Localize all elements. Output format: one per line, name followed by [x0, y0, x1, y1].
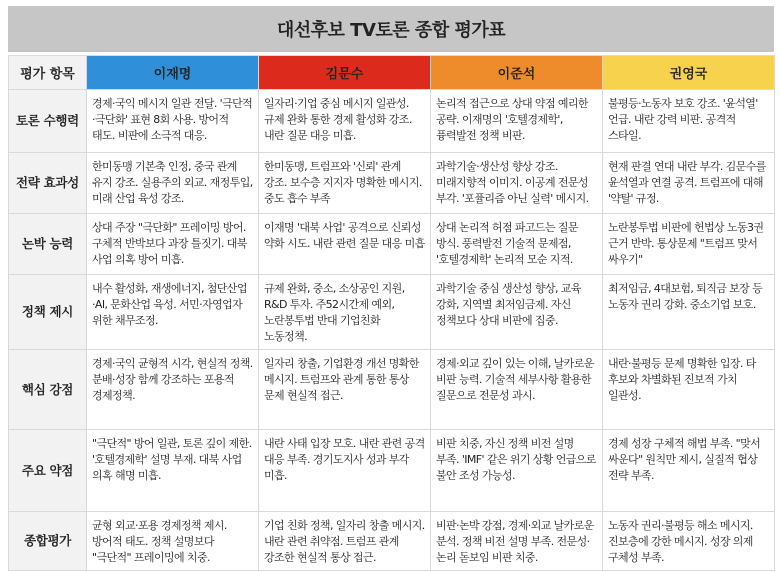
candidate-header-kwon-youngguk: 권영국 — [603, 56, 775, 90]
row-label: 정책 제시 — [9, 275, 87, 350]
row-label: 핵심 강점 — [9, 350, 87, 430]
candidate-header-kim-moonsoo: 김문수 — [259, 56, 431, 90]
table-row — [9, 153, 775, 214]
row-label: 종합평가 — [9, 512, 87, 571]
page-title: 대선후보 TV토론 종합 평가표 — [8, 6, 774, 52]
table-cell: 최저임금, 4대보험, 퇴직금 보장 등 노동자 권리 강화. 중소기업 보호. — [603, 275, 775, 350]
header-row — [9, 56, 775, 90]
table-cell: 내란 사태 입장 모호. 내란 관련 공격 대응 부족. 경기도지사 성과 부각 미흡. — [259, 430, 431, 512]
table-cell: 기업 친화 정책, 일자리 창출 메시지. 내란 관련 취약점. 트럼프 관계 강조한 현실적 통상 접근. — [259, 512, 431, 571]
table-cell: 상대 주장 "극단화" 프레이밍 방어. 구체적 반박보다 과장 틀짓기. 대북 사업 의혹 방어 미흡. — [87, 214, 259, 275]
candidate-header-lee-jaemyung: 이재명 — [87, 56, 259, 90]
table-cell: 내란·불평등 문제 명확한 입장. 타 후보와 차별화된 진보적 가치 일관성. — [603, 350, 775, 430]
table-cell: 경제·국익 메시지 일관 전달. '극단적·극단화' 표현 8회 사용. 방어적 태도. 비판에 소극적 대응. — [87, 90, 259, 153]
table-cell: 일자리 창출, 기업환경 개선 명확한 메시지. 트럼프와 관계 통한 통상 문제 현실적 접근. — [259, 350, 431, 430]
table-row — [9, 90, 775, 153]
table-row — [9, 214, 775, 275]
row-label: 토론 수행력 — [9, 90, 87, 153]
table-cell: 경제 성장 구체적 해법 부족. "맞서 싸운다" 원칙만 제시, 실질적 협상 전략 부족. — [603, 430, 775, 512]
item-header: 평가 항목 — [9, 56, 87, 90]
table-cell: "극단적" 방어 일관, 토론 깊이 제한. '호텔경제학' 설명 부재. 대북 사업 의혹 해명 미흡. — [87, 430, 259, 512]
table-cell: 한미동맹, 트럼프와 '신뢰' 관계 강조. 보수층 지지자 명확한 메시지. 중도 흡수 부족 — [259, 153, 431, 214]
table-row — [9, 350, 775, 430]
table-row — [9, 512, 775, 571]
table-row — [9, 430, 775, 512]
row-label: 논박 능력 — [9, 214, 87, 275]
table-cell: 비판·논박 강점, 경제·외교 날카로운 분석. 정책 비전 설명 부족. 전문성·논리 돋보임 비판 치중. — [431, 512, 603, 571]
table-row — [9, 275, 775, 350]
table-cell: 상대 논리적 허점 파고드는 질문 방식. 풍력발전 기술적 문제점, '호텔경제학' 논리적 모순 지적. — [431, 214, 603, 275]
evaluation-table — [8, 55, 775, 571]
table-cell: 일자리·기업 중심 메시지 일관성. 규제 완화 통한 경제 활성화 강조. 내란 질문 대응 미흡. — [259, 90, 431, 153]
table-cell: 노란봉투법 비판에 헌법상 노동3권 근거 반박. 통상문제 "트럼프 맞서 싸우기" — [603, 214, 775, 275]
table-cell: 한미동맹 기본축 인정, 중국 관계 유지 강조. 실용주의 외교. 재정투입, 미래 산업 육성 강조. — [87, 153, 259, 214]
table-cell: 과학기술·생산성 향상 강조. 미래지향적 이미지. 이공계 전문성 부각. '포퓰리즘 아닌 실력' 메시지. — [431, 153, 603, 214]
table-cell: 불평등·노동자 보호 강조. '윤석열' 언급. 내란 강력 비판. 공격적 스타일. — [603, 90, 775, 153]
table-cell: 과학기술 중심 생산성 향상, 교육 강화, 지역별 최저임금제. 자신 정책보다 상대 비판에 집중. — [431, 275, 603, 350]
table-cell: 균형 외교·포용 경제정책 제시. 방어적 태도. 정책 설명보다 "극단적" 프레이밍에 치중. — [87, 512, 259, 571]
table-cell: 내수 활성화, 재생에너지, 첨단산업·AI, 문화산업 육성. 서민·자영업자 위한 채무조정. — [87, 275, 259, 350]
row-label: 전략 효과성 — [9, 153, 87, 214]
table-cell: 노동자 권리·불평등 해소 메시지. 진보층에 강한 메시지. 성장 의제 구체성 부족. — [603, 512, 775, 571]
table-cell: 이재명 '대북 사업' 공격으로 신뢰성 약화 시도. 내란 관련 질문 대응 미흡 — [259, 214, 431, 275]
table-cell: 규제 완화, 중소, 소상공인 지원, R&D 투자. 주52시간제 예외, 노란봉투법 반대 기업친화 노동정책. — [259, 275, 431, 350]
table-body — [9, 90, 775, 571]
candidate-header-lee-junseok: 이준석 — [431, 56, 603, 90]
table-cell: 경제·국익 균형적 시각, 현실적 정책. 분배·성장 함께 강조하는 포용적 경제정책. — [87, 350, 259, 430]
row-label: 주요 약점 — [9, 430, 87, 512]
table-cell: 비판 치중, 자신 정책 비전 설명 부족. 'IMF' 같은 위기 상황 언급으로 불안 조성 가능성. — [431, 430, 603, 512]
table-cell: 경제·외교 깊이 있는 이해, 날카로운 비판 능력. 기술적 세부사항 활용한 질문으로 전문성 과시. — [431, 350, 603, 430]
table-cell: 논리적 접근으로 상대 약점 예리한 공략. 이재명의 '호텔경제학', 퓽력발전 정책 비판. — [431, 90, 603, 153]
table-cell: 현재 판결 연대 내란 부각. 김문수를 윤석열과 연결 공격. 트럼프에 대해 '약탈' 규정. — [603, 153, 775, 214]
